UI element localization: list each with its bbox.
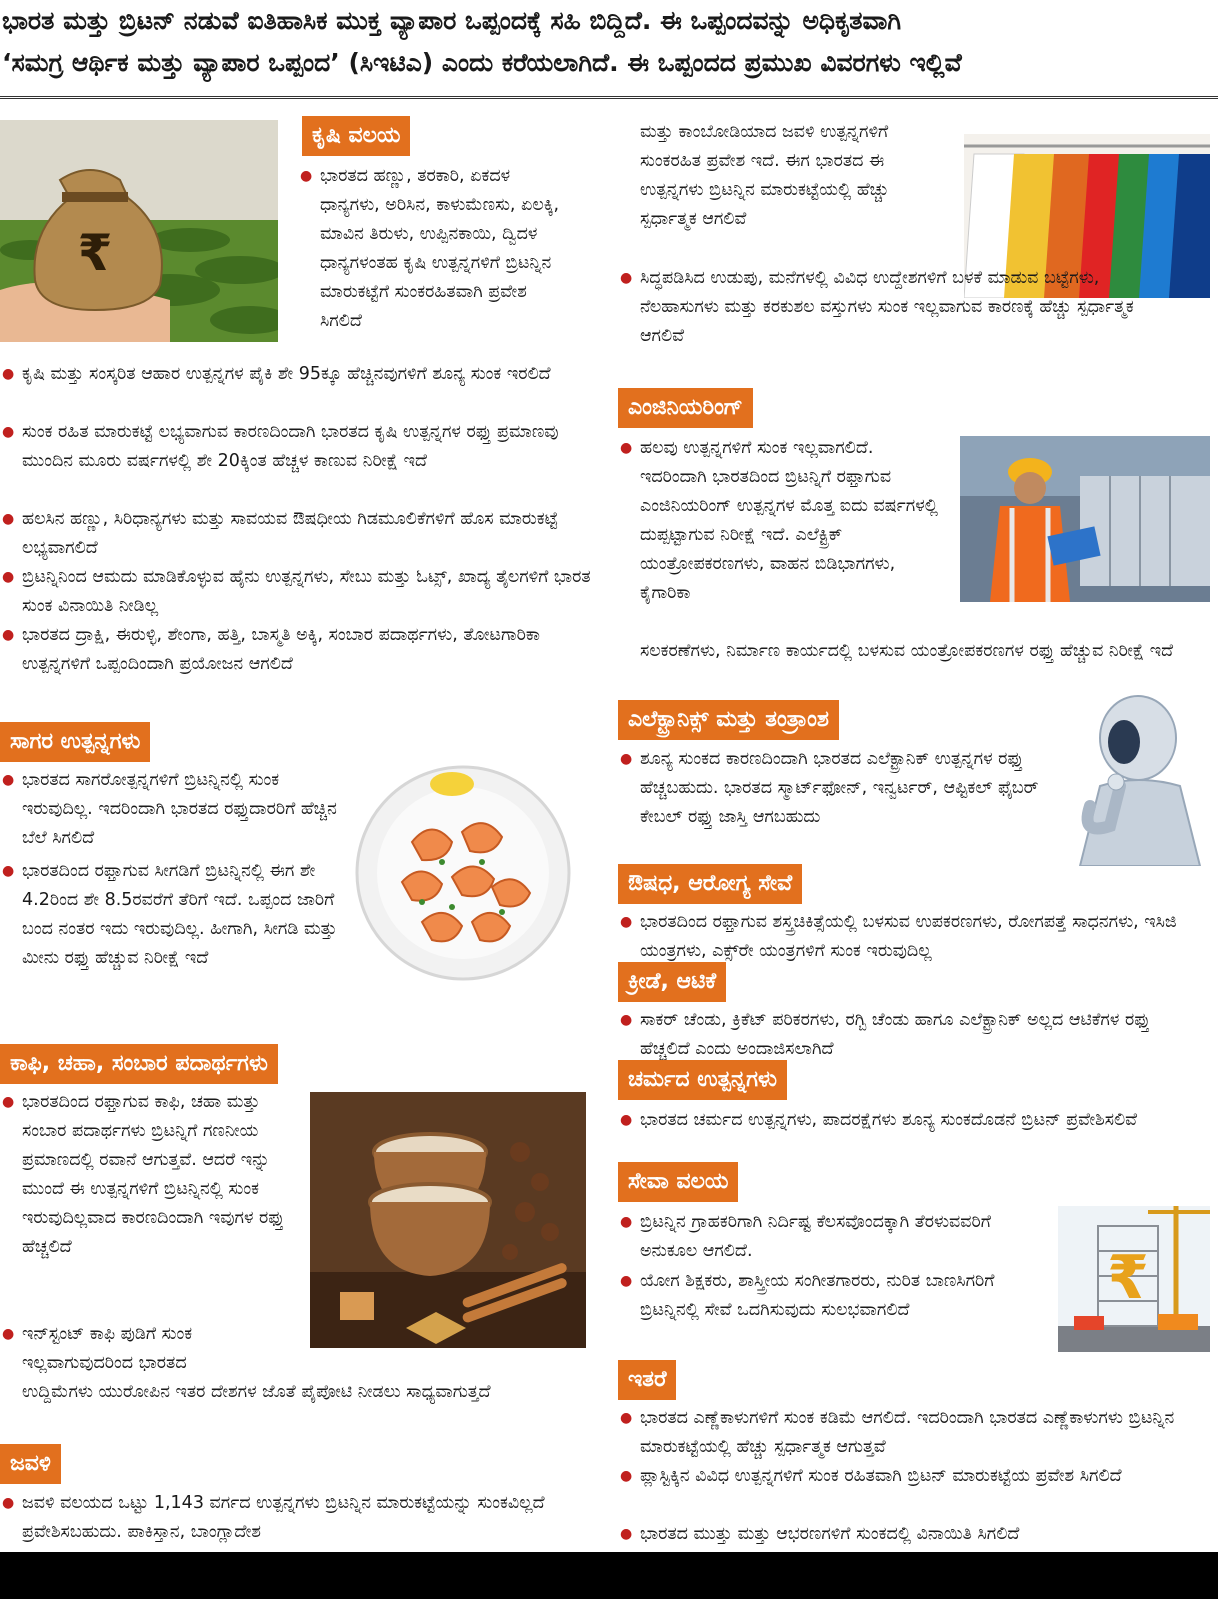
agri-bullet-4: ● ಹಲಸಿನ ಹಣ್ಣು, ಸಿರಿಧಾನ್ಯಗಳು ಮತ್ತು ಸಾವಯವ ಔಷಧೀಯ ಗಿಡಮೂಲಿಕೆಗಳಿಗೆ ಹೊಸ ಮಾರುಕಟ್ಟೆ ಲಭ್ಯವಾಗಲಿದೆ bbox=[2, 505, 592, 563]
others-bullet-3: ● ಭಾರತದ ಮುತ್ತು ಮತ್ತು ಆಭರಣಗಳಿಗೆ ಸುಂಕದಲ್ಲಿ ವಿನಾಯಿತಿ ಸಿಗಲಿದೆ bbox=[620, 1520, 1210, 1549]
intro-line-2: ‘ಸಮಗ್ರ ಆರ್ಥಿಕ ಮತ್ತು ವ್ಯಾಪಾರ ಒಪ್ಪಂದ’ (ಸಿಇಟಿಎ) ಎಂದು ಕರೆಯಲಾಗಿದೆ. ಈ ಒಪ್ಪಂದದ ಪ್ರಮುಖ ವಿವರಗಳು ಇಲ್ಲಿವೆ bbox=[2, 48, 962, 77]
section-heading-service: ಸೇವಾ ವಲಯ bbox=[618, 1162, 738, 1202]
coffee-bullet-1: ● ಭಾರತದಿಂದ ರಫ್ತಾಗುವ ಕಾಫಿ, ಚಹಾ ಮತ್ತು ಸಂಬಾರ ಪದಾರ್ಥಗಳು ಬ್ರಿಟನ್ನಿಗೆ ಗಣನೀಯ ಪ್ರಮಾಣದಲ್ಲಿ ರವಾನೆ ಆಗುತ್ತವೆ. ಆದರೆ ಇನ್ನು ಮುಂದೆ ಈ ಉತ್ಪನ್ನಗಳಿಗೆ ಬ್ರಿಟನ್ನಿನಲ್ಲಿ ಸುಂಕ ಇರುವುದಿಲ್ಲವಾದ ಕಾರಣದಿಂದಾಗಿ ಇವುಗಳ ರಫ್ತು ಹೆಚ್ಚಲಿದೆ bbox=[2, 1088, 292, 1262]
intro-line-1: ಭಾರತ ಮತ್ತು ಬ್ರಿಟನ್ ನಡುವೆ ಐತಿಹಾಸಿಕ ಮುಕ್ತ ವ್ಯಾಪಾರ ಒಪ್ಪಂದಕ್ಕೆ ಸಹಿ ಬಿದ್ದಿದೆ. ಈ ಒಪ್ಪಂದವನ್ನು ಅಧಿಕೃತವಾಗಿ bbox=[2, 6, 902, 35]
service-bullet-1: ● ಬ್ರಿಟನ್ನಿನ ಗ್ರಾಹಕರಿಗಾಗಿ ನಿರ್ದಿಷ್ಟ ಕೆಲಸವೊಂದಕ್ಕಾಗಿ ತೆರಳುವವರಿಗೆ ಅನುಕೂಲ ಆಗಲಿದೆ. bbox=[620, 1208, 1020, 1266]
money-bag-icon bbox=[0, 120, 278, 342]
health-bullet-1: ● ಭಾರತದಿಂದ ರಫ್ತಾಗುವ ಶಸ್ತ್ರಚಿಕಿತ್ಸೆಯಲ್ಲಿ ಬಳಸುವ ಉಪಕರಣಗಳು, ರೋಗಪತ್ತೆ ಸಾಧನಗಳು, ಇಸಿಜಿ ಯಂತ್ರಗಳು, ಎಕ್ಸ್‌ರೇ ಯಂತ್ರಗಳಿಗೆ ಸುಂಕ ಇರುವುದಿಲ್ಲ bbox=[620, 908, 1200, 966]
tea-cups-icon bbox=[310, 1092, 586, 1348]
textile-continued: ಮತ್ತು ಕಾಂಬೋಡಿಯಾದ ಜವಳಿ ಉತ್ಪನ್ನಗಳಿಗೆ ಸುಂಕರಹಿತ ಪ್ರವೇಶ ಇದೆ. ಈಗ ಭಾರತದ ಈ ಉತ್ಪನ್ನಗಳು ಬ್ರಿಟನ್ನಿನ ಮಾರುಕಟ್ಟೆಯಲ್ಲಿ ಹೆಚ್ಚು ಸ್ಪರ್ಧಾತ್ಮಕ ಆಗಲಿವೆ bbox=[640, 122, 889, 229]
section-heading-leather: ಚರ್ಮದ ಉತ್ಪನ್ನಗಳು bbox=[618, 1060, 787, 1100]
others-bullet-1: ● ಭಾರತದ ಎಣ್ಣೆಕಾಳುಗಳಿಗೆ ಸುಂಕ ಕಡಿಮೆ ಆಗಲಿದೆ. ಇದರಿಂದಾಗಿ ಭಾರತದ ಎಣ್ಣೆಕಾಳುಗಳು ಬ್ರಿಟನ್ನಿನ ಮಾರುಕಟ್ಟೆಯಲ್ಲಿ ಹೆಚ್ಚು ಸ್ಪರ್ಧಾತ್ಮಕ ಆಗುತ್ತವೆ bbox=[620, 1404, 1180, 1462]
marine-bullet-2: ● ಭಾರತದಿಂದ ರಫ್ತಾಗುವ ಸೀಗಡಿಗೆ ಬ್ರಿಟನ್ನಿನಲ್ಲಿ ಈಗ ಶೇ 4.2ರಿಂದ ಶೇ 8.5ರವರೆಗೆ ತೆರಿಗೆ ಇದೆ. ಒಪ್ಪಂದ ಜಾರಿಗೆ ಬಂದ ನಂತರ ಇದು ಇರುವುದಿಲ್ಲ. ಹೀಗಾಗಿ, ಸೀಗಡಿ ಮತ್ತು ಮೀನು ರಫ್ತು ಹೆಚ್ಚುವ ನಿರೀಕ್ಷೆ ಇದೆ bbox=[2, 857, 342, 973]
section-heading-health: ಔಷಧ, ಆರೋಗ್ಯ ಸೇವೆ bbox=[618, 864, 802, 904]
section-heading-sports: ಕ್ರೀಡೆ, ಆಟಿಕೆ bbox=[618, 962, 726, 1002]
section-heading-elec: ಎಲೆಕ್ಟ್ರಾನಿಕ್ಸ್ ಮತ್ತು ತಂತ್ರಾಂಶ bbox=[618, 700, 839, 740]
left-column bbox=[0, 112, 592, 1552]
engg-bullet-1b: ಸಲಕರಣೆಗಳು, ನಿರ್ಮಾಣ ಕಾರ್ಯದಲ್ಲಿ ಬಳಸುವ ಯಂತ್ರೋಪಕರಣಗಳ ರಫ್ತು ಹೆಚ್ಚುವ ನಿರೀಕ್ಷೆ ಇದೆ bbox=[640, 641, 1174, 661]
service-bullet-2: ● ಯೋಗ ಶಿಕ್ಷಕರು, ಶಾಸ್ತ್ರೀಯ ಸಂಗೀತಗಾರರು, ನುರಿತ ಬಾಣಸಿಗರಿಗೆ ಬ್ರಿಟನ್ನಿನಲ್ಲಿ ಸೇವೆ ಒದಗಿಸುವುದು ಸುಲಭವಾಗಲಿದೆ bbox=[620, 1267, 1020, 1325]
right-column bbox=[612, 112, 1218, 1552]
agri-bullet-1: ● ಭಾರತದ ಹಣ್ಣು, ತರಕಾರಿ, ಏಕದಳ ಧಾನ್ಯಗಳು, ಅರಿಸಿನ, ಕಾಳುಮೆಣಸು, ಏಲಕ್ಕಿ, ಮಾವಿನ ತಿರುಳು, ಉಪ್ಪಿನಕಾಯಿ, ದ್ವಿದಳ ಧಾನ್ಯಗಳಂತಹ ಕೃಷಿ ಉತ್ಪನ್ನಗಳಿಗೆ ಬ್ರಿಟನ್ನಿನ ಮಾರುಕಟ್ಟೆಗೆ ಸುಂಕರಹಿತವಾಗಿ ಪ್ರವೇಶ ಸಿಗಲಿದೆ bbox=[300, 162, 560, 336]
bottom-black-bar bbox=[0, 1552, 1218, 1599]
svg-text:₹: ₹ bbox=[1107, 1243, 1149, 1313]
agri-bullet-2: ● ಕೃಷಿ ಮತ್ತು ಸಂಸ್ಕರಿತ ಆಹಾರ ಉತ್ಪನ್ನಗಳ ಪೈಕಿ ಶೇ 95ಕ್ಕೂ ಹೆಚ್ಚಿನವುಗಳಿಗೆ ಶೂನ್ಯ ಸುಂಕ ಇರಲಿದೆ bbox=[2, 360, 582, 389]
section-heading-marine: ಸಾಗರ ಉತ್ಪನ್ನಗಳು bbox=[0, 722, 150, 762]
engg-bullet-1a: ● ಹಲವು ಉತ್ಪನ್ನಗಳಿಗೆ ಸುಂಕ ಇಲ್ಲವಾಗಲಿದೆ. ಇದರಿಂದಾಗಿ ಭಾರತದಿಂದ ಬ್ರಿಟನ್ನಿಗೆ ರಫ್ತಾಗುವ ಎಂಜಿನಿಯರಿಂಗ್ ಉತ್ಪನ್ನಗಳ ಮೊತ್ತ ಐದು ವರ್ಷಗಳಲ್ಲಿ ದುಪ್ಪಟ್ಟಾಗುವ ನಿರೀಕ್ಷೆ ಇದೆ. ಎಲೆಕ್ಟ್ರಿಕ್ ಯಂತ್ರೋಪಕರಣಗಳು, ವಾಹನ ಬಿಡಿಭಾಗಗಳು, ಕೈಗಾರಿಕಾ bbox=[620, 434, 940, 608]
elec-bullet-1: ● ಶೂನ್ಯ ಸುಂಕದ ಕಾರಣದಿಂದಾಗಿ ಭಾರತದ ಎಲೆಕ್ಟ್ರಾನಿಕ್ ಉತ್ಪನ್ನಗಳ ರಫ್ತು ಹೆಚ್ಚಬಹುದು. ಭಾರತದ ಸ್ಮಾರ್ಟ್‌ಫೋನ್, ಇನ್ವರ್ಟರ್, ಆಪ್ಟಿಕಲ್ ಫೈಬರ್ ಕೇಬಲ್ ರಫ್ತು ಜಾಸ್ತಿ ಆಗಬಹುದು bbox=[620, 745, 1040, 832]
section-heading-others: ಇತರೆ bbox=[618, 1360, 676, 1400]
shrimp-icon bbox=[352, 762, 574, 984]
sports-bullet-1: ● ಸಾಕರ್ ಚೆಂಡು, ಕ್ರಿಕೆಟ್ ಪರಿಕರಗಳು, ರಗ್ಬಿ ಚೆಂಡು ಹಾಗೂ ಎಲೆಕ್ಟ್ರಾನಿಕ್ ಅಲ್ಲದ ಆಟಿಕೆಗಳ ರಫ್ತು ಹೆಚ್ಚಲಿದೆ ಎಂದು ಅಂದಾಜಿಸಲಾಗಿದೆ bbox=[620, 1006, 1180, 1064]
agri-bullet-5: ● ಬ್ರಿಟನ್ನಿನಿಂದ ಆಮದು ಮಾಡಿಕೊಳ್ಳುವ ಹೈನು ಉತ್ಪನ್ನಗಳು, ಸೇಬು ಮತ್ತು ಓಟ್ಸ್, ಖಾದ್ಯ ತೈಲಗಳಿಗೆ ಭಾರತ ಸುಂಕ ವಿನಾಯಿತಿ ನೀಡಿಲ್ಲ bbox=[2, 563, 592, 621]
textile-bullet-1: ● ಜವಳಿ ವಲಯದ ಒಟ್ಟು 1,143 ವರ್ಗದ ಉತ್ಪನ್ನಗಳು ಬ್ರಿಟನ್ನಿನ ಮಾರುಕಟ್ಟೆಯನ್ನು ಸುಂಕವಿಲ್ಲದೆ ಪ್ರವೇಶಿಸಬಹುದು. ಪಾಕಿಸ್ತಾನ, ಬಾಂಗ್ಲಾದೇಶ bbox=[2, 1489, 582, 1547]
agri-bullet-3: ● ಸುಂಕ ರಹಿತ ಮಾರುಕಟ್ಟೆ ಲಭ್ಯವಾಗುವ ಕಾರಣದಿಂದಾಗಿ ಭಾರತದ ಕೃಷಿ ಉತ್ಪನ್ನಗಳ ರಫ್ತು ಪ್ರಮಾಣವು ಮುಂದಿನ ಮೂರು ವರ್ಷಗಳಲ್ಲಿ ಶೇ 20ಕ್ಕಿಂತ ಹೆಚ್ಚಳ ಕಾಣುವ ನಿರೀಕ್ಷೆ ಇದೆ bbox=[2, 418, 582, 476]
intro-text bbox=[0, 0, 1218, 96]
agri-bullet-6: ● ಭಾರತದ ದ್ರಾಕ್ಷಿ, ಈರುಳ್ಳಿ, ಶೇಂಗಾ, ಹತ್ತಿ, ಬಾಸ್ಮತಿ ಅಕ್ಕಿ, ಸಂಬಾರ ಪದಾರ್ಥಗಳು, ತೋಟಗಾರಿಕಾ ಉತ್ಪನ್ನಗಳಿಗೆ ಒಪ್ಪಂದಿಂದಾಗಿ ಪ್ರಯೋಜನ ಆಗಲಿದೆ bbox=[2, 621, 582, 679]
coffee-bullet-2b: ಉದ್ದಿಮೆಗಳು ಯುರೋಪಿನ ಇತರ ದೇಶಗಳ ಜೊತೆ ಪೈಪೋಟಿ ನೀಡಲು ಸಾಧ್ಯವಾಗುತ್ತದೆ bbox=[22, 1382, 491, 1402]
divider-rule bbox=[0, 96, 1218, 99]
construction-icon bbox=[1058, 1206, 1210, 1352]
marine-bullet-1: ● ಭಾರತದ ಸಾಗರೋತ್ಪನ್ನಗಳಿಗೆ ಬ್ರಿಟನ್ನಿನಲ್ಲಿ ಸುಂಕ ಇರುವುದಿಲ್ಲ. ಇದರಿಂದಾಗಿ ಭಾರತದ ರಫ್ತುದಾರರಿಗೆ ಹೆಚ್ಚಿನ ಬೆಲೆ ಸಿಗಲಿದೆ bbox=[2, 766, 342, 853]
others-bullet-2: ● ಪ್ಲಾಸ್ಟಿಕ್ಕಿನ ವಿವಿಧ ಉತ್ಪನ್ನಗಳಿಗೆ ಸುಂಕ ರಹಿತವಾಗಿ ಬ್ರಿಟನ್ ಮಾರುಕಟ್ಟೆಯ ಪ್ರವೇಶ ಸಿಗಲಿದೆ bbox=[620, 1462, 1180, 1491]
coffee-bullet-2a: ● ಇನ್‌ಸ್ಟಂಟ್ ಕಾಫಿ ಪುಡಿಗೆ ಸುಂಕ ಇಲ್ಲವಾಗುವುದರಿಂದ ಭಾರತದ bbox=[2, 1320, 292, 1378]
section-heading-textile: ಜವಳಿ bbox=[0, 1444, 61, 1484]
svg-text:₹: ₹ bbox=[77, 224, 113, 282]
engineer-icon bbox=[960, 436, 1210, 602]
section-heading-engg: ಎಂಜಿನಿಯರಿಂಗ್ bbox=[618, 388, 753, 428]
section-heading-agri: ಕೃಷಿ ವಲಯ bbox=[302, 116, 410, 156]
leather-bullet-1: ● ಭಾರತದ ಚರ್ಮದ ಉತ್ಪನ್ನಗಳು, ಪಾದರಕ್ಷೆಗಳು ಶೂನ್ಯ ಸುಂಕದೊಡನೆ ಬ್ರಿಟನ್ ಪ್ರವೇಶಿಸಲಿವೆ bbox=[620, 1106, 1180, 1135]
section-heading-coffee: ಕಾಫಿ, ಚಹಾ, ಸಂಬಾರ ಪದಾರ್ಥಗಳು bbox=[0, 1044, 278, 1084]
textile-bullet-2: ● ಸಿದ್ಧಪಡಿಸಿದ ಉಡುಪು, ಮನೆಗಳಲ್ಲಿ ವಿವಿಧ ಉದ್ದೇಶಗಳಿಗೆ ಬಳಕೆ ಮಾಡುವ ಬಟ್ಟೆಗಳು, ನೆಲಹಾಸುಗಳು ಮತ್ತು ಕರಕುಶಲ ವಸ್ತುಗಳು ಸುಂಕ ಇಲ್ಲವಾಗುವ ಕಾರಣಕ್ಕೆ ಹೆಚ್ಚು ಸ್ಪರ್ಧಾತ್ಮಕ ಆಗಲಿವೆ bbox=[620, 264, 1180, 351]
robot-icon bbox=[1050, 686, 1210, 866]
